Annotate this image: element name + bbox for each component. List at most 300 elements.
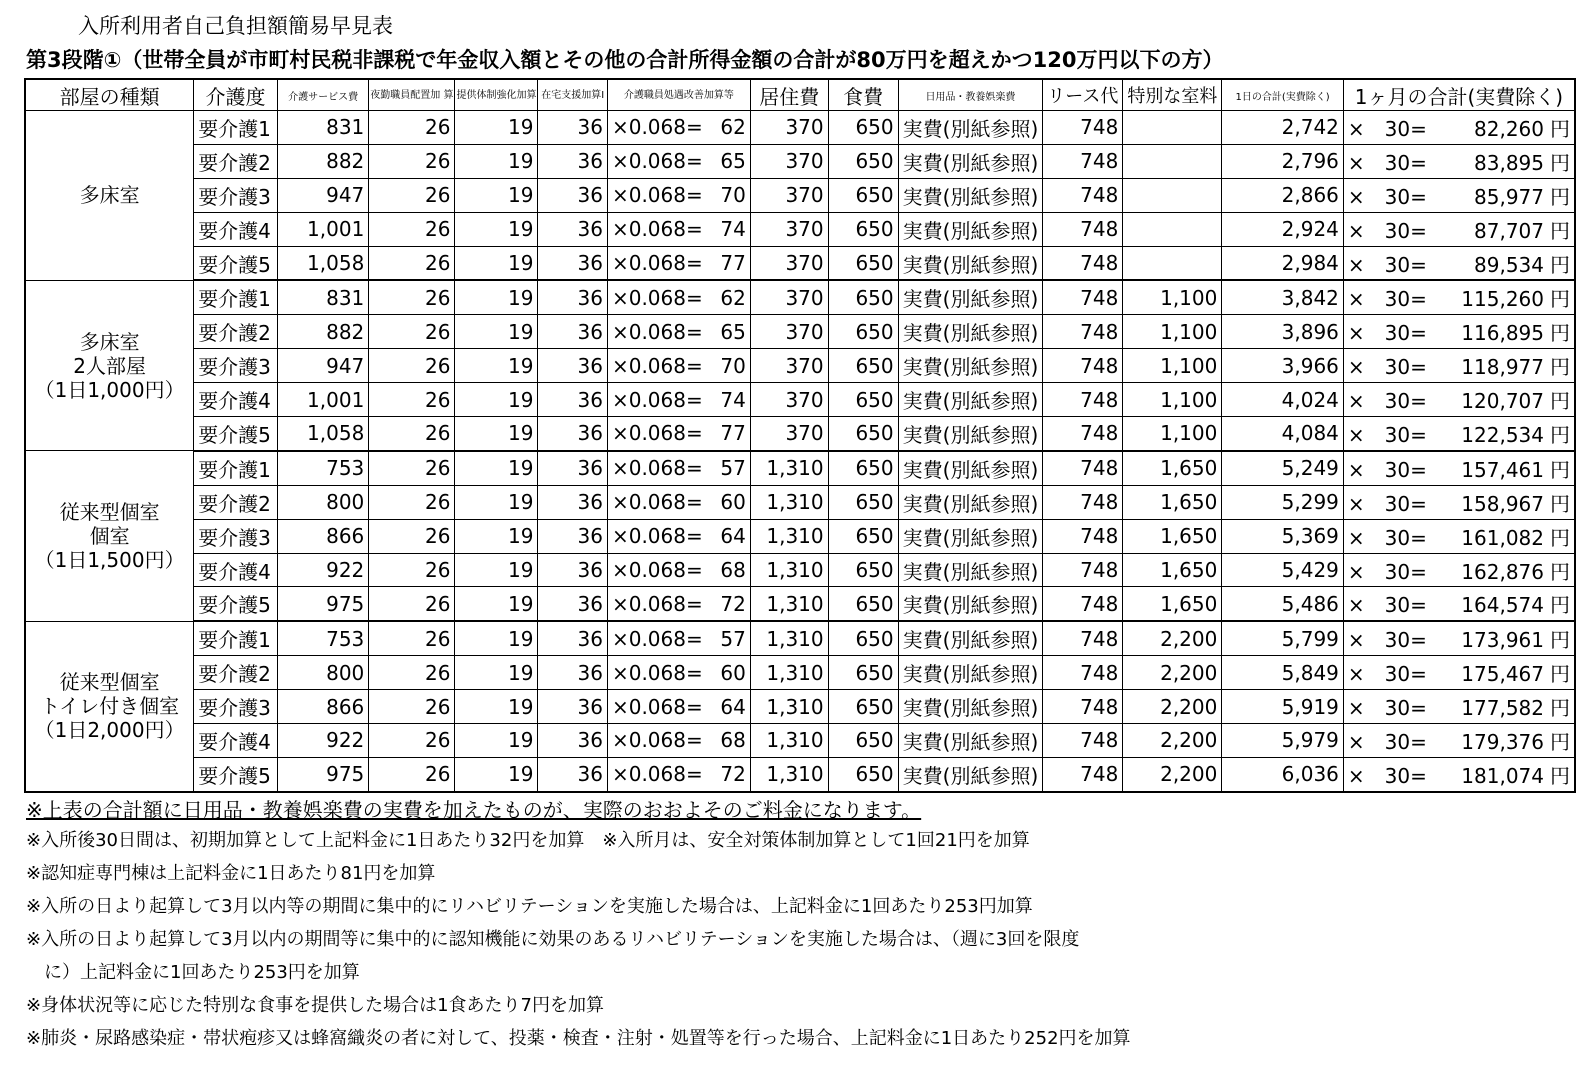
- table-row: [25, 587, 1575, 621]
- care-level: 要介護3: [194, 178, 278, 212]
- multiplier-label: ×0.068=: [607, 621, 706, 655]
- service-fee: 831: [277, 111, 368, 145]
- improvement-addition: 62: [707, 280, 751, 314]
- home-support-addition: 36: [538, 383, 607, 417]
- home-support-addition: 36: [538, 656, 607, 690]
- service-fee: 1,001: [277, 383, 368, 417]
- table-row: [25, 757, 1575, 791]
- header-lease: リース代: [1043, 79, 1123, 111]
- system-addition: 19: [455, 690, 538, 724]
- lease-fee: 748: [1043, 280, 1123, 314]
- yen-unit: 円: [1550, 218, 1570, 243]
- room-type-cell: [25, 280, 194, 450]
- multiplier-label: ×0.068=: [607, 280, 706, 314]
- month-total: [1431, 724, 1575, 758]
- meal-fee: 650: [828, 757, 898, 791]
- special-room-fee: [1123, 144, 1222, 178]
- month-total: [1431, 349, 1575, 383]
- times-label: × 30=: [1343, 178, 1430, 212]
- header-month-total: 1ヶ月の合計(実費除く): [1343, 79, 1575, 111]
- month-total: [1431, 621, 1575, 655]
- night-shift-addition: 26: [369, 724, 455, 758]
- day-total: 5,849: [1222, 656, 1344, 690]
- service-fee: 922: [277, 553, 368, 587]
- times-label: × 30=: [1343, 621, 1430, 655]
- home-support-addition: 36: [538, 621, 607, 655]
- document-subtitle: 第3段階①（世帯全員が市町村民税非課税で年金収入額とその他の合計所得金額の合計が80万円を超えかつ120万円以下の方）: [26, 48, 1224, 72]
- care-level: 要介護5: [194, 587, 278, 621]
- multiplier-label: ×0.068=: [607, 587, 706, 621]
- month-total: [1431, 553, 1575, 587]
- home-support-addition: 36: [538, 280, 607, 314]
- residence-fee: 370: [750, 315, 828, 349]
- night-shift-addition: 26: [369, 417, 455, 451]
- multiplier-label: ×0.068=: [607, 111, 706, 145]
- improvement-addition: 62: [707, 111, 751, 145]
- room-type-line: 2人部屋: [73, 353, 146, 378]
- multiplier-label: ×0.068=: [607, 724, 706, 758]
- home-support-addition: 36: [538, 417, 607, 451]
- table-row: [25, 656, 1575, 690]
- residence-fee: 370: [750, 246, 828, 280]
- home-support-addition: 36: [538, 724, 607, 758]
- night-shift-addition: 26: [369, 144, 455, 178]
- month-total-value: 173,961: [1461, 628, 1544, 653]
- home-support-addition: 36: [538, 690, 607, 724]
- meal-fee: 650: [828, 690, 898, 724]
- meal-fee: 650: [828, 519, 898, 553]
- month-total: [1431, 485, 1575, 519]
- lease-fee: 748: [1043, 451, 1123, 485]
- special-room-fee: 1,650: [1123, 553, 1222, 587]
- daily-goods-fee: 実費(別紙参照): [898, 553, 1043, 587]
- month-total: [1431, 383, 1575, 417]
- care-level: 要介護2: [194, 656, 278, 690]
- care-level: 要介護5: [194, 246, 278, 280]
- multiplier-label: ×0.068=: [607, 656, 706, 690]
- lease-fee: 748: [1043, 621, 1123, 655]
- multiplier-label: ×0.068=: [607, 451, 706, 485]
- times-label: × 30=: [1343, 757, 1430, 791]
- times-label: × 30=: [1343, 656, 1430, 690]
- residence-fee: 1,310: [750, 656, 828, 690]
- system-addition: 19: [455, 724, 538, 758]
- table-row: [25, 246, 1575, 280]
- day-total: 4,024: [1222, 383, 1344, 417]
- times-label: × 30=: [1343, 111, 1430, 145]
- note-line: ※肺炎・尿路感染症・帯状疱疹又は蜂窩織炎の者に対して、投薬・検査・注射・処置等を行った場合、上記料金に1日あたり252円を加算: [26, 1028, 1131, 1049]
- room-type-cell: [25, 451, 194, 621]
- yen-unit: 円: [1550, 593, 1570, 618]
- header-night: 夜勤職員配置加 算: [369, 79, 455, 111]
- yen-unit: 円: [1550, 628, 1570, 653]
- times-label: × 30=: [1343, 587, 1430, 621]
- yen-unit: 円: [1550, 525, 1570, 550]
- special-room-fee: 2,200: [1123, 656, 1222, 690]
- system-addition: 19: [455, 553, 538, 587]
- lease-fee: 748: [1043, 485, 1123, 519]
- meal-fee: 650: [828, 383, 898, 417]
- system-addition: 19: [455, 656, 538, 690]
- system-addition: 19: [455, 315, 538, 349]
- room-type-line: （1日1,000円）: [34, 377, 185, 402]
- service-fee: 882: [277, 315, 368, 349]
- daily-goods-fee: 実費(別紙参照): [898, 315, 1043, 349]
- home-support-addition: 36: [538, 519, 607, 553]
- times-label: × 30=: [1343, 349, 1430, 383]
- system-addition: 19: [455, 519, 538, 553]
- care-level: 要介護4: [194, 724, 278, 758]
- table-header-row: [25, 79, 1575, 111]
- document-title: 入所利用者自己負担額簡易早見表: [78, 14, 393, 38]
- note-line: に）上記料金に1回あたり253円を加算: [44, 962, 360, 983]
- service-fee: 1,058: [277, 417, 368, 451]
- yen-unit: 円: [1550, 184, 1570, 209]
- fee-table: [24, 78, 1576, 793]
- multiplier-label: ×0.068=: [607, 349, 706, 383]
- header-home: 在宅支援加算Ⅰ: [538, 79, 607, 111]
- residence-fee: 1,310: [750, 587, 828, 621]
- special-room-fee: [1123, 178, 1222, 212]
- daily-goods-fee: 実費(別紙参照): [898, 178, 1043, 212]
- daily-goods-fee: 実費(別紙参照): [898, 280, 1043, 314]
- table-row: [25, 144, 1575, 178]
- care-level: 要介護1: [194, 111, 278, 145]
- month-total-value: 118,977: [1461, 355, 1544, 380]
- month-total: [1431, 690, 1575, 724]
- header-care-level: 介護度: [194, 79, 278, 111]
- table-row: [25, 690, 1575, 724]
- care-level: 要介護4: [194, 553, 278, 587]
- times-label: × 30=: [1343, 553, 1430, 587]
- lease-fee: 748: [1043, 246, 1123, 280]
- special-room-fee: [1123, 212, 1222, 246]
- table-row: [25, 553, 1575, 587]
- day-total: 5,979: [1222, 724, 1344, 758]
- service-fee: 866: [277, 690, 368, 724]
- day-total: 5,799: [1222, 621, 1344, 655]
- month-total-value: 120,707: [1461, 389, 1544, 414]
- table-row: [25, 451, 1575, 485]
- service-fee: 882: [277, 144, 368, 178]
- lease-fee: 748: [1043, 587, 1123, 621]
- month-total-value: 116,895: [1461, 321, 1544, 346]
- meal-fee: 650: [828, 246, 898, 280]
- care-level: 要介護3: [194, 519, 278, 553]
- yen-unit: 円: [1550, 321, 1570, 346]
- table-row: [25, 383, 1575, 417]
- room-type-line: 多床室: [79, 329, 140, 354]
- multiplier-label: ×0.068=: [607, 212, 706, 246]
- yen-unit: 円: [1550, 559, 1570, 584]
- care-level: 要介護1: [194, 621, 278, 655]
- month-total-value: 177,582: [1461, 696, 1544, 721]
- residence-fee: 370: [750, 212, 828, 246]
- lease-fee: 748: [1043, 178, 1123, 212]
- meal-fee: 650: [828, 451, 898, 485]
- table-row: [25, 349, 1575, 383]
- day-total: 4,084: [1222, 417, 1344, 451]
- improvement-addition: 57: [707, 621, 751, 655]
- yen-unit: 円: [1550, 457, 1570, 482]
- month-total: [1431, 417, 1575, 451]
- residence-fee: 1,310: [750, 519, 828, 553]
- service-fee: 1,001: [277, 212, 368, 246]
- month-total-value: 115,260: [1461, 287, 1544, 312]
- improvement-addition: 72: [707, 757, 751, 791]
- month-total-value: 175,467: [1461, 662, 1544, 687]
- special-room-fee: [1123, 246, 1222, 280]
- night-shift-addition: 26: [369, 315, 455, 349]
- special-room-fee: 2,200: [1123, 621, 1222, 655]
- table-row: [25, 519, 1575, 553]
- multiplier-label: ×0.068=: [607, 246, 706, 280]
- home-support-addition: 36: [538, 178, 607, 212]
- care-level: 要介護2: [194, 144, 278, 178]
- times-label: × 30=: [1343, 451, 1430, 485]
- daily-goods-fee: 実費(別紙参照): [898, 519, 1043, 553]
- residence-fee: 1,310: [750, 757, 828, 791]
- home-support-addition: 36: [538, 111, 607, 145]
- improvement-addition: 64: [707, 519, 751, 553]
- residence-fee: 370: [750, 383, 828, 417]
- special-room-fee: 1,650: [1123, 485, 1222, 519]
- care-level: 要介護2: [194, 485, 278, 519]
- home-support-addition: 36: [538, 451, 607, 485]
- residence-fee: 1,310: [750, 451, 828, 485]
- header-meal: 食費: [828, 79, 898, 111]
- daily-goods-fee: 実費(別紙参照): [898, 757, 1043, 791]
- table-row: [25, 280, 1575, 314]
- meal-fee: 650: [828, 621, 898, 655]
- day-total: 2,924: [1222, 212, 1344, 246]
- room-type-line: 従来型個室: [59, 670, 160, 695]
- system-addition: 19: [455, 144, 538, 178]
- day-total: 2,742: [1222, 111, 1344, 145]
- improvement-addition: 60: [707, 656, 751, 690]
- daily-goods-fee: 実費(別紙参照): [898, 587, 1043, 621]
- note-line: ※入所の日より起算して3月以内の期間等に集中的に認知機能に効果のあるリハビリテーションを実施した場合は、（週に3回を限度: [26, 929, 1080, 950]
- home-support-addition: 36: [538, 553, 607, 587]
- special-room-fee: 1,100: [1123, 315, 1222, 349]
- system-addition: 19: [455, 485, 538, 519]
- residence-fee: 1,310: [750, 485, 828, 519]
- service-fee: 753: [277, 451, 368, 485]
- table-row: [25, 485, 1575, 519]
- special-room-fee: 2,200: [1123, 690, 1222, 724]
- yen-unit: 円: [1550, 252, 1570, 277]
- daily-goods-fee: 実費(別紙参照): [898, 417, 1043, 451]
- yen-unit: 円: [1550, 355, 1570, 380]
- system-addition: 19: [455, 757, 538, 791]
- home-support-addition: 36: [538, 315, 607, 349]
- home-support-addition: 36: [538, 587, 607, 621]
- month-total-value: 85,977: [1474, 184, 1544, 209]
- table-row: [25, 621, 1575, 655]
- month-total-value: 82,260: [1474, 116, 1544, 141]
- residence-fee: 370: [750, 111, 828, 145]
- month-total: [1431, 587, 1575, 621]
- care-level: 要介護2: [194, 315, 278, 349]
- day-total: 6,036: [1222, 757, 1344, 791]
- home-support-addition: 36: [538, 349, 607, 383]
- day-total: 5,249: [1222, 451, 1344, 485]
- month-total-value: 181,074: [1461, 763, 1544, 788]
- multiplier-label: ×0.068=: [607, 144, 706, 178]
- special-room-fee: 1,650: [1123, 587, 1222, 621]
- daily-goods-fee: 実費(別紙参照): [898, 656, 1043, 690]
- night-shift-addition: 26: [369, 246, 455, 280]
- month-total-value: 89,534: [1474, 252, 1544, 277]
- month-total: [1431, 315, 1575, 349]
- table-row: [25, 417, 1575, 451]
- improvement-addition: 57: [707, 451, 751, 485]
- note-line: ※入所の日より起算して3月以内等の期間に集中的にリハビリテーションを実施した場合は、上記料金に1回あたり253円加算: [26, 896, 1033, 917]
- meal-fee: 650: [828, 587, 898, 621]
- service-fee: 800: [277, 485, 368, 519]
- daily-goods-fee: 実費(別紙参照): [898, 349, 1043, 383]
- meal-fee: 650: [828, 144, 898, 178]
- day-total: 5,486: [1222, 587, 1344, 621]
- home-support-addition: 36: [538, 212, 607, 246]
- room-type-line: 従来型個室: [59, 500, 160, 525]
- yen-unit: 円: [1550, 389, 1570, 414]
- daily-goods-fee: 実費(別紙参照): [898, 383, 1043, 417]
- system-addition: 19: [455, 621, 538, 655]
- residence-fee: 370: [750, 280, 828, 314]
- times-label: × 30=: [1343, 383, 1430, 417]
- meal-fee: 650: [828, 485, 898, 519]
- night-shift-addition: 26: [369, 212, 455, 246]
- lease-fee: 748: [1043, 111, 1123, 145]
- lease-fee: 748: [1043, 315, 1123, 349]
- month-total: [1431, 212, 1575, 246]
- month-total-value: 164,574: [1461, 593, 1544, 618]
- multiplier-label: ×0.068=: [607, 553, 706, 587]
- special-room-fee: 1,650: [1123, 519, 1222, 553]
- system-addition: 19: [455, 212, 538, 246]
- improvement-addition: 65: [707, 144, 751, 178]
- times-label: × 30=: [1343, 690, 1430, 724]
- lease-fee: 748: [1043, 144, 1123, 178]
- multiplier-label: ×0.068=: [607, 757, 706, 791]
- month-total: [1431, 280, 1575, 314]
- room-type-cell: [25, 621, 194, 791]
- night-shift-addition: 26: [369, 178, 455, 212]
- night-shift-addition: 26: [369, 656, 455, 690]
- day-total: 2,866: [1222, 178, 1344, 212]
- room-type-cell: [25, 111, 194, 281]
- night-shift-addition: 26: [369, 280, 455, 314]
- table-row: [25, 178, 1575, 212]
- daily-goods-fee: 実費(別紙参照): [898, 212, 1043, 246]
- note-line: ※上表の合計額に日用品・教養娯楽費の実費を加えたものが、実際のおおよそのご料金になります。: [26, 798, 922, 822]
- care-level: 要介護4: [194, 383, 278, 417]
- care-level: 要介護3: [194, 690, 278, 724]
- lease-fee: 748: [1043, 519, 1123, 553]
- daily-goods-fee: 実費(別紙参照): [898, 144, 1043, 178]
- times-label: × 30=: [1343, 519, 1430, 553]
- residence-fee: 1,310: [750, 690, 828, 724]
- month-total: [1431, 519, 1575, 553]
- day-total: 5,919: [1222, 690, 1344, 724]
- month-total-value: 179,376: [1461, 729, 1544, 754]
- residence-fee: 370: [750, 178, 828, 212]
- care-level: 要介護3: [194, 349, 278, 383]
- room-type-line: 多床室: [79, 183, 140, 208]
- times-label: × 30=: [1343, 144, 1430, 178]
- multiplier-label: ×0.068=: [607, 178, 706, 212]
- home-support-addition: 36: [538, 246, 607, 280]
- meal-fee: 650: [828, 178, 898, 212]
- yen-unit: 円: [1550, 116, 1570, 141]
- meal-fee: 650: [828, 212, 898, 246]
- night-shift-addition: 26: [369, 621, 455, 655]
- residence-fee: 1,310: [750, 621, 828, 655]
- table-row: [25, 111, 1575, 145]
- service-fee: 975: [277, 587, 368, 621]
- yen-unit: 円: [1550, 422, 1570, 447]
- improvement-addition: 64: [707, 690, 751, 724]
- room-type-line: （1日1,500円）: [34, 548, 185, 573]
- lease-fee: 748: [1043, 417, 1123, 451]
- meal-fee: 650: [828, 724, 898, 758]
- day-total: 3,896: [1222, 315, 1344, 349]
- service-fee: 975: [277, 757, 368, 791]
- yen-unit: 円: [1550, 763, 1570, 788]
- month-total: [1431, 178, 1575, 212]
- daily-goods-fee: 実費(別紙参照): [898, 246, 1043, 280]
- system-addition: 19: [455, 280, 538, 314]
- special-room-fee: 1,100: [1123, 349, 1222, 383]
- yen-unit: 円: [1550, 287, 1570, 312]
- service-fee: 831: [277, 280, 368, 314]
- improvement-addition: 70: [707, 178, 751, 212]
- improvement-addition: 72: [707, 587, 751, 621]
- month-total-value: 158,967: [1461, 491, 1544, 516]
- daily-goods-fee: 実費(別紙参照): [898, 451, 1043, 485]
- times-label: × 30=: [1343, 280, 1430, 314]
- notes-section: [26, 796, 1556, 1055]
- improvement-addition: 68: [707, 553, 751, 587]
- system-addition: 19: [455, 178, 538, 212]
- night-shift-addition: 26: [369, 553, 455, 587]
- meal-fee: 650: [828, 349, 898, 383]
- night-shift-addition: 26: [369, 451, 455, 485]
- table-row: [25, 212, 1575, 246]
- lease-fee: 748: [1043, 553, 1123, 587]
- system-addition: 19: [455, 451, 538, 485]
- service-fee: 866: [277, 519, 368, 553]
- lease-fee: 748: [1043, 724, 1123, 758]
- system-addition: 19: [455, 246, 538, 280]
- special-room-fee: 1,100: [1123, 280, 1222, 314]
- yen-unit: 円: [1550, 491, 1570, 516]
- improvement-addition: 60: [707, 485, 751, 519]
- meal-fee: 650: [828, 553, 898, 587]
- daily-goods-fee: 実費(別紙参照): [898, 724, 1043, 758]
- yen-unit: 円: [1550, 150, 1570, 175]
- times-label: × 30=: [1343, 246, 1430, 280]
- multiplier-label: ×0.068=: [607, 519, 706, 553]
- yen-unit: 円: [1550, 696, 1570, 721]
- night-shift-addition: 26: [369, 519, 455, 553]
- residence-fee: 1,310: [750, 553, 828, 587]
- day-total: 5,429: [1222, 553, 1344, 587]
- improvement-addition: 70: [707, 349, 751, 383]
- table-row: [25, 724, 1575, 758]
- lease-fee: 748: [1043, 349, 1123, 383]
